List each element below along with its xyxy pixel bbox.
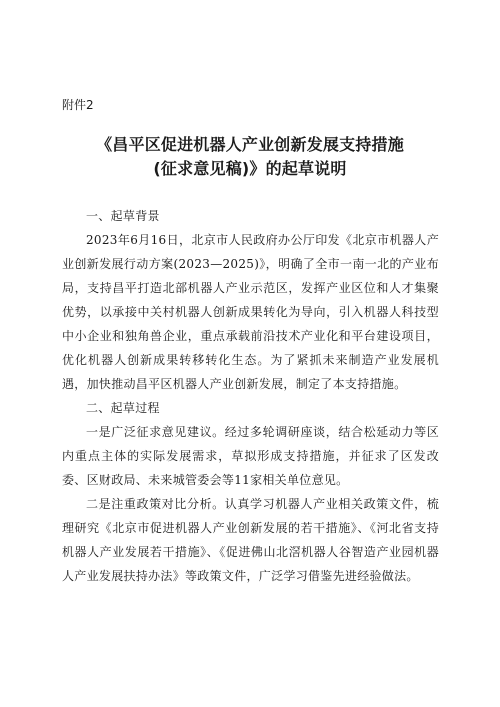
paragraph-process-2: 二是注重政策对比分析。认真学习机器人产业相关政策文件，梳理研究《北京市促进机器人产业创新发展的若干措施》、《河北省支持机器人产业发展若干措施》、《促进佛山北滘机器人谷智造产业园机器人产业发展扶持办法》等政策文件，广泛学习借鉴先进经验做法。: [62, 497, 439, 583]
section-heading-background: 一、起草背景: [86, 209, 160, 223]
document-title-line-2: (征求意见稿)》的起草说明: [153, 159, 347, 178]
section-heading-process: 二、起草过程: [86, 401, 160, 415]
document-title-line-1: 《昌平区促进机器人产业创新发展支持措施: [96, 135, 404, 154]
paragraph-process-1: 一是广泛征求意见建议。经过多轮调研座谈，结合松延动力等区内重点主体的实际发展需求，草拟形成支持措施，并征求了区发改委、区财政局、未来城管委会等11家相关单位意见。: [62, 425, 439, 487]
document-body: [62, 204, 439, 588]
paragraph-background: 2023年6月16日，北京市人民政府办公厅印发《北京市机器人产业创新发展行动方案(2023—2025)》，明确了全市一南一北的产业布局，支持昌平打造北部机器人产业示范区，发挥产业区位和人才集聚优势，以承接中关村机器人创新成果转化为导向，引入机器人科技型中小企业和独角兽企业，重点承载前沿技术产业化和平台建设项目，优化机器人创新成果转移转化生态。为了紧抓未来制造产业发展机遇，加快推动昌平区机器人产业创新发展，制定了本支持措施。: [62, 233, 439, 391]
attachment-label: 附件2: [62, 98, 94, 112]
